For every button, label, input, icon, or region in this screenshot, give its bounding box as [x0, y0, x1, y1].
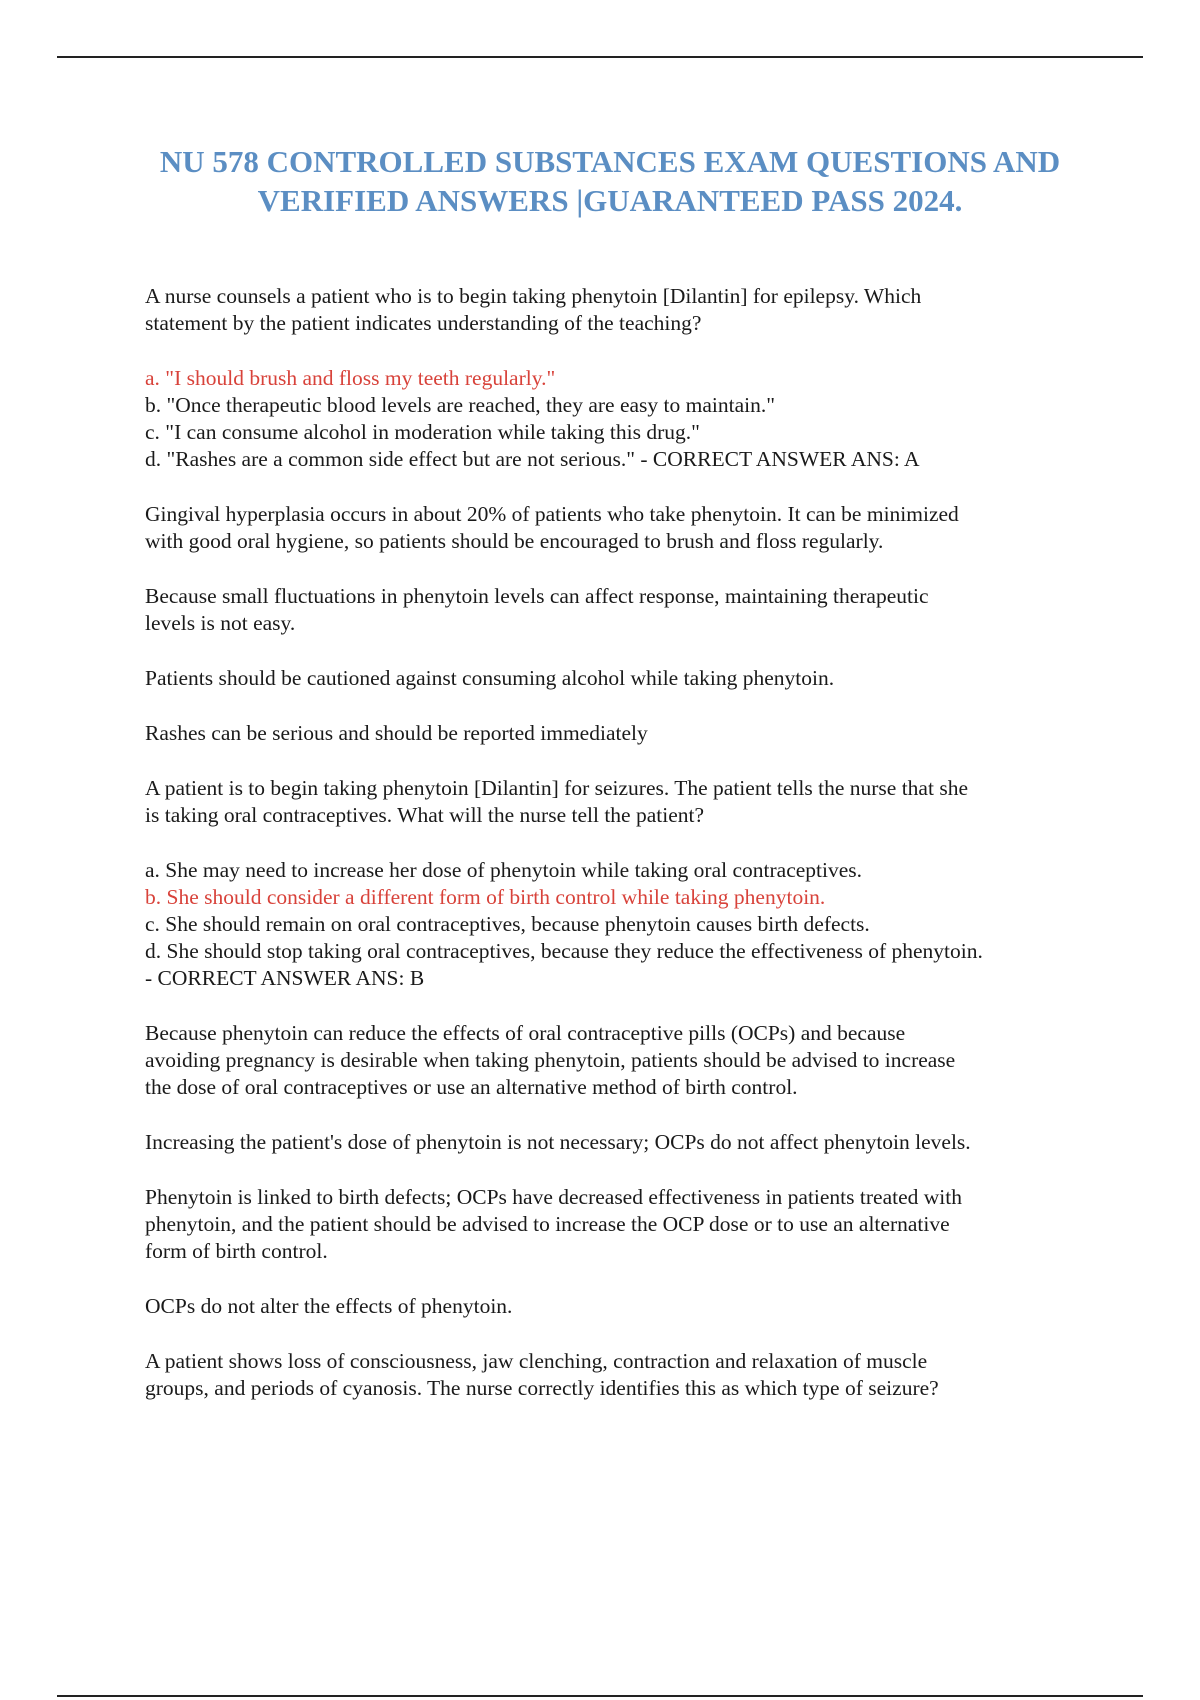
question-2-option-a: a. She may need to increase her dose of phenytoin while taking oral contraceptives.: [145, 858, 863, 882]
rationale-paragraph: Rashes can be serious and should be reported immediately: [145, 721, 648, 745]
title-line-2: VERIFIED ANSWERS |GUARANTEED PASS 2024.: [257, 183, 963, 218]
bottom-rule: [57, 1695, 1143, 1697]
top-rule: [57, 56, 1143, 58]
rationale-paragraph: Patients should be cautioned against consuming alcohol while taking phenytoin.: [145, 666, 835, 690]
question-2-option-c: c. She should remain on oral contraceptives, because phenytoin causes birth defects.: [145, 912, 870, 936]
rationale-paragraph: form of birth control.: [145, 1239, 328, 1263]
rationale-paragraph: OCPs do not alter the effects of phenytoin.: [145, 1294, 513, 1318]
question-2-correct-answer: - CORRECT ANSWER ANS: B: [145, 966, 425, 990]
title-line-1: NU 578 CONTROLLED SUBSTANCES EXAM QUESTIONS AND: [159, 144, 1061, 179]
question-1-option-d-and-answer: d. "Rashes are a common side effect but are not serious." - CORRECT ANSWER ANS: A: [145, 447, 920, 471]
rationale-paragraph: levels is not easy.: [145, 611, 296, 635]
rationale-paragraph: Phenytoin is linked to birth defects; OCPs have decreased effectiveness in patients treated with: [145, 1185, 962, 1209]
rationale-paragraph: with good oral hygiene, so patients should be encouraged to brush and floss regularly.: [145, 529, 884, 553]
rationale-paragraph: Gingival hyperplasia occurs in about 20% of patients who take phenytoin. It can be minimized: [145, 502, 959, 526]
question-2-option-d: d. She should stop taking oral contraceptives, because they reduce the effectiveness of phenytoin.: [145, 939, 983, 963]
question-1: [145, 283, 1105, 747]
question-1-stem-line: A nurse counsels a patient who is to begin taking phenytoin [Dilantin] for epilepsy. Which: [145, 284, 922, 308]
rationale-paragraph: phenytoin, and the patient should be advised to increase the OCP dose or to use an alternative: [145, 1212, 950, 1236]
question-2: [145, 775, 1105, 1320]
question-3: [145, 1348, 1105, 1402]
document-title: [130, 142, 1090, 220]
question-1-option-a-correct: a. "I should brush and floss my teeth regularly.": [145, 366, 556, 390]
question-2-stem-line: is taking oral contraceptives. What will the nurse tell the patient?: [145, 803, 705, 827]
rationale-paragraph: Because small fluctuations in phenytoin levels can affect response, maintaining therapeutic: [145, 584, 929, 608]
rationale-paragraph: Because phenytoin can reduce the effects of oral contraceptive pills (OCPs) and because: [145, 1021, 906, 1045]
question-2-option-b-correct: b. She should consider a different form of birth control while taking phenytoin.: [145, 885, 826, 909]
rationale-paragraph: the dose of oral contraceptives or use an alternative method of birth control.: [145, 1075, 798, 1099]
rationale-paragraph: Increasing the patient's dose of phenytoin is not necessary; OCPs do not affect phenytoin levels.: [145, 1130, 971, 1154]
question-1-option-c: c. "I can consume alcohol in moderation while taking this drug.": [145, 420, 700, 444]
rationale-paragraph: avoiding pregnancy is desirable when taking phenytoin, patients should be advised to increase: [145, 1048, 956, 1072]
document-body: [145, 283, 1105, 1402]
question-2-stem-line: A patient is to begin taking phenytoin [Dilantin] for seizures. The patient tells the nurse that she: [145, 776, 968, 800]
question-3-stem-line: A patient shows loss of consciousness, jaw clenching, contraction and relaxation of muscle: [145, 1349, 928, 1373]
question-1-option-b: b. "Once therapeutic blood levels are reached, they are easy to maintain.": [145, 393, 776, 417]
question-3-stem-line: groups, and periods of cyanosis. The nurse correctly identifies this as which type of seizure?: [145, 1376, 939, 1400]
question-1-stem-line: statement by the patient indicates understanding of the teaching?: [145, 311, 702, 335]
